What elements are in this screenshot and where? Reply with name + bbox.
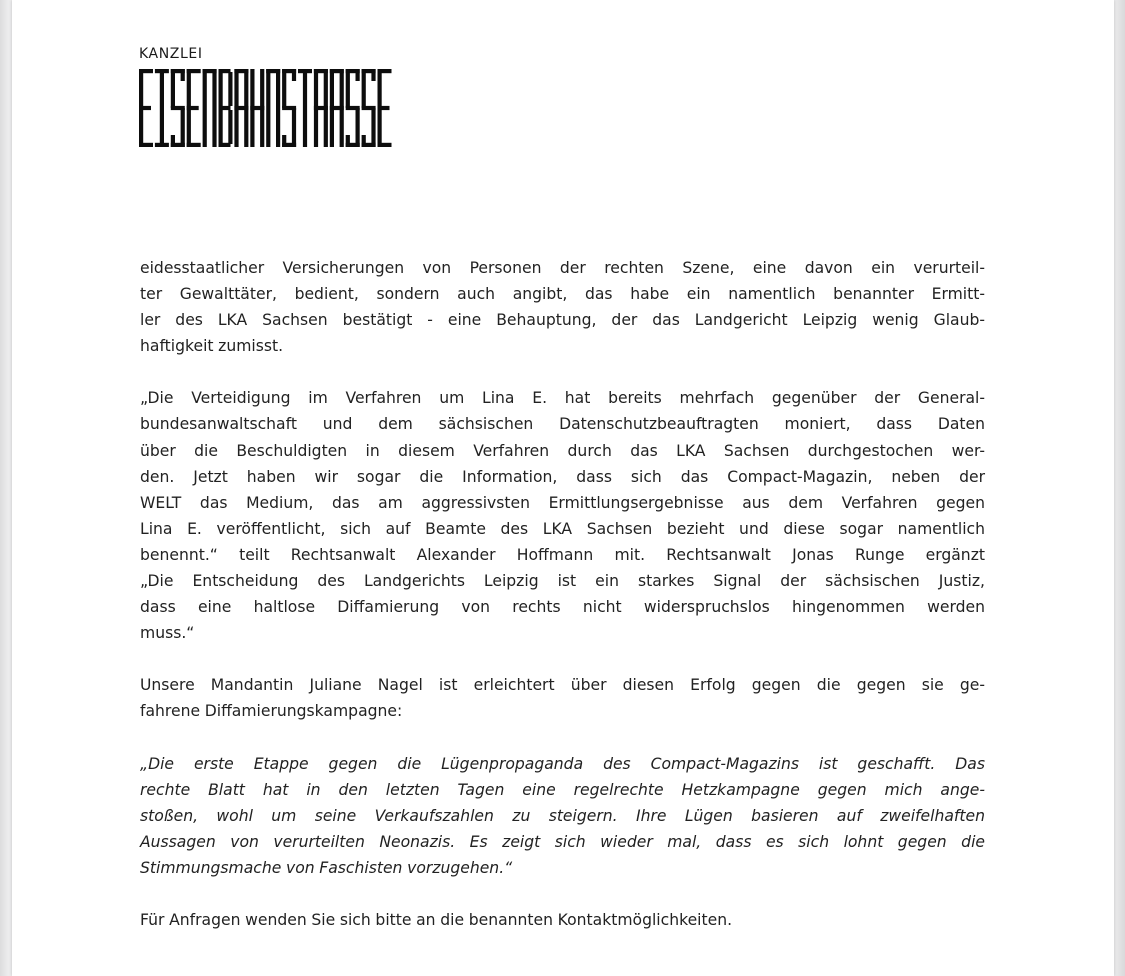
- letterhead: [139, 46, 393, 147]
- text-line: Für Anfragen wenden Sie sich bitte an die benannten Kontaktmöglichkeiten.: [140, 910, 733, 929]
- paragraph-2-quote-hoffmann: [140, 385, 985, 646]
- letterhead-kicker: KANZLEI: [139, 46, 203, 62]
- text-line: ter Gewalttäter, bedient, sondern auch angibt, das habe ein namentlich benannter Ermitt-: [140, 285, 985, 304]
- text-line: Aussagen von verurteilten Neonazis. Es zeigt sich wieder mal, dass es sich lohnt gegen die: [140, 832, 985, 851]
- document-body: [140, 255, 985, 959]
- text-line: rechte Blatt hat in den letzten Tagen eine regelrechte Hetzkampagne gegen mich ange-: [140, 780, 985, 799]
- text-line: stoßen, wohl um seine Verkaufszahlen zu steigern. Ihre Lügen basieren auf zweifelhaften: [140, 806, 985, 825]
- text-line: Stimmungsmache von Faschisten vorzugehen.“: [140, 858, 513, 877]
- text-line: Unsere Mandantin Juliane Nagel ist erleichtert über diesen Erfolg gegen die gegen sie ge-: [140, 676, 985, 695]
- text-line: fahrene Diffamierungskampagne:: [140, 702, 403, 721]
- text-line: dass eine haltlose Diffamierung von rechts nicht widerspruchslos hingenommen werden: [140, 598, 985, 617]
- text-line: bundesanwaltschaft und dem sächsischen Datenschutzbeauftragten moniert, dass Daten: [140, 415, 985, 434]
- paragraph-4-quote-nagel: [140, 751, 985, 881]
- text-line: eidesstaatlicher Versicherungen von Personen der rechten Szene, eine davon ein verurteil-: [140, 259, 985, 277]
- document-page: [12, 0, 1114, 976]
- text-line: ler des LKA Sachsen bestätigt - eine Behauptung, der das Landgericht Leipzig wenig Glaub-: [140, 311, 985, 330]
- text-line: WELT das Medium, das am aggressivsten Ermittlungsergebnisse aus dem Verfahren gegen: [140, 493, 985, 512]
- text-line: „Die Verteidigung im Verfahren um Lina E. hat bereits mehrfach gegenüber der General-: [140, 389, 985, 408]
- text-line: Lina E. veröffentlicht, sich auf Beamte des LKA Sachsen bezieht und diese sogar namentlich: [140, 519, 985, 538]
- paragraph-5-contact: [140, 907, 985, 933]
- text-line: den. Jetzt haben wir sogar die Information, dass sich das Compact-Magazin, neben der: [140, 467, 985, 486]
- text-line: benennt.“ teilt Rechtsanwalt Alexander Hoffmann mit. Rechtsanwalt Jonas Runge ergänzt: [140, 545, 985, 564]
- paragraph-1: [140, 255, 985, 359]
- text-line: über die Beschuldigten in diesem Verfahren durch das LKA Sachsen durchgestochen wer-: [140, 441, 985, 460]
- text-line: „Die erste Etappe gegen die Lügenpropaganda des Compact-Magazins ist geschafft. Das: [140, 754, 985, 773]
- paragraph-3: [140, 672, 985, 724]
- text-line: haftigkeit zumisst.: [140, 337, 284, 356]
- text-line: muss.“: [140, 624, 195, 643]
- text-line: „Die Entscheidung des Landgerichts Leipzig ist ein starkes Signal der sächsischen Justiz,: [140, 572, 985, 591]
- eisenbahnstrasse-logo: [139, 69, 393, 147]
